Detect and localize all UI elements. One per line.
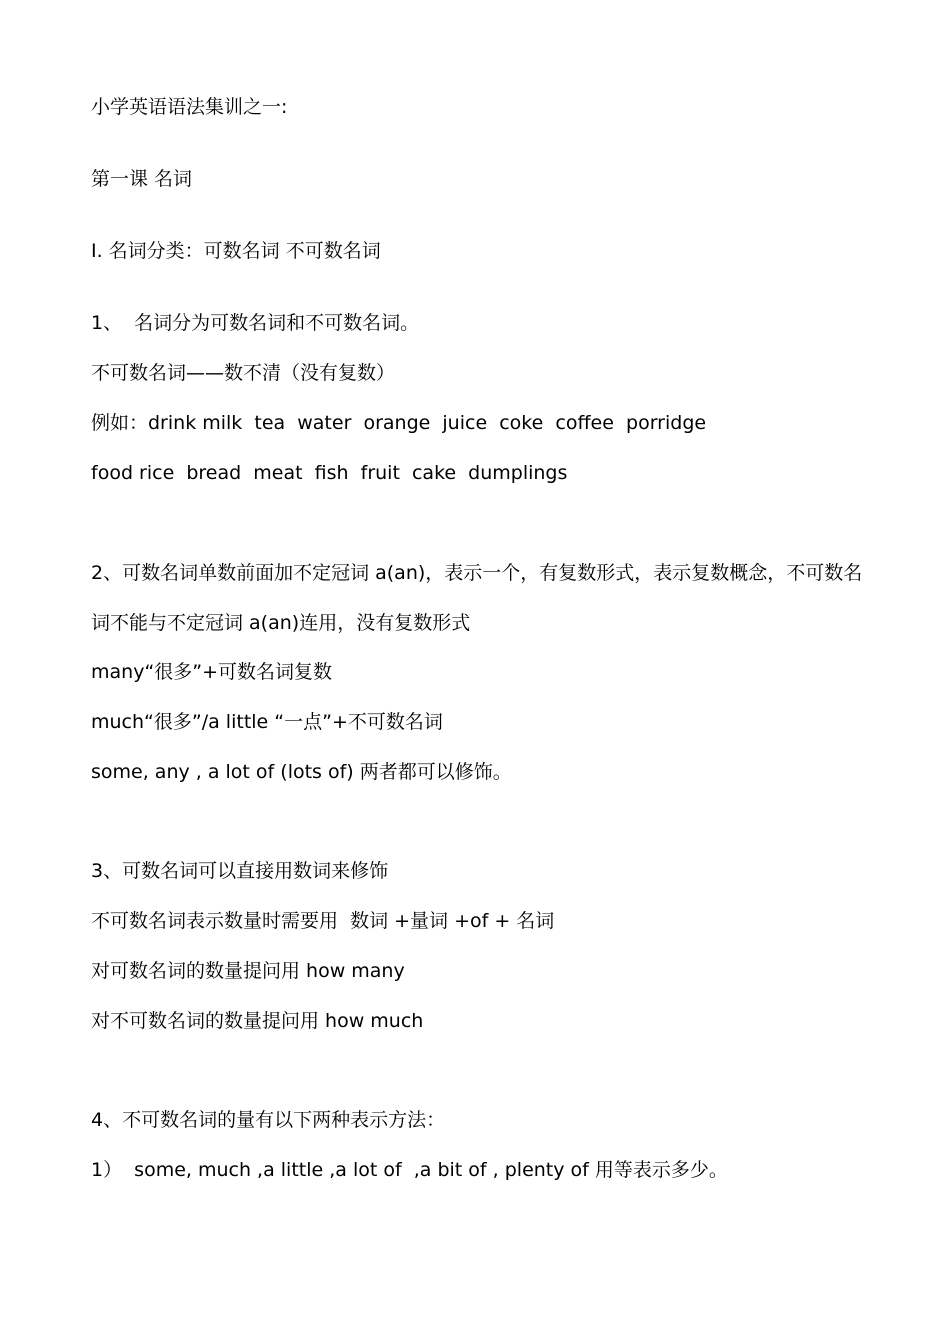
point-3-line: 不可数名词表示数量时需要用 数词 +量词 +of + 名词 bbox=[91, 910, 555, 932]
document-title: 小学英语语法集训之一: bbox=[91, 96, 288, 118]
point-2-line: some, any , a lot of (lots of) 两者都可以修饰。 bbox=[91, 761, 512, 783]
point-2-line: much“很多”/a little “一点”+不可数名词 bbox=[91, 711, 443, 733]
section-heading: I. 名词分类：可数名词 不可数名词 bbox=[91, 240, 381, 262]
lesson-heading: 第一课 名词 bbox=[91, 168, 193, 190]
point-3-line: 对可数名词的数量提问用 how many bbox=[91, 960, 405, 982]
point-1-line: 例如：drink milk tea water orange juice coke coffee porridge bbox=[91, 412, 707, 434]
point-2-heading-continued: 词不能与不定冠词 a(an)连用，没有复数形式 bbox=[91, 612, 471, 634]
point-1-line: 不可数名词——数不清（没有复数） bbox=[91, 362, 396, 384]
point-2-heading: 2、可数名词单数前面加不定冠词 a(an)，表示一个，有复数形式，表示复数概念，不可数名 bbox=[91, 562, 863, 584]
point-4-heading: 4、不可数名词的量有以下两种表示方法： bbox=[91, 1109, 446, 1131]
point-3-line: 对不可数名词的数量提问用 how much bbox=[91, 1010, 424, 1032]
point-3-heading: 3、可数名词可以直接用数词来修饰 bbox=[91, 860, 389, 882]
point-2-line: many“很多”+可数名词复数 bbox=[91, 661, 333, 683]
point-4-line: 1） some, much ,a little ,a lot of ,a bit of , plenty of 用等表示多少。 bbox=[91, 1159, 728, 1181]
point-1-heading: 1、 名词分为可数名词和不可数名词。 bbox=[91, 312, 420, 334]
point-1-line: food rice bread meat fish fruit cake dumplings bbox=[91, 462, 568, 484]
